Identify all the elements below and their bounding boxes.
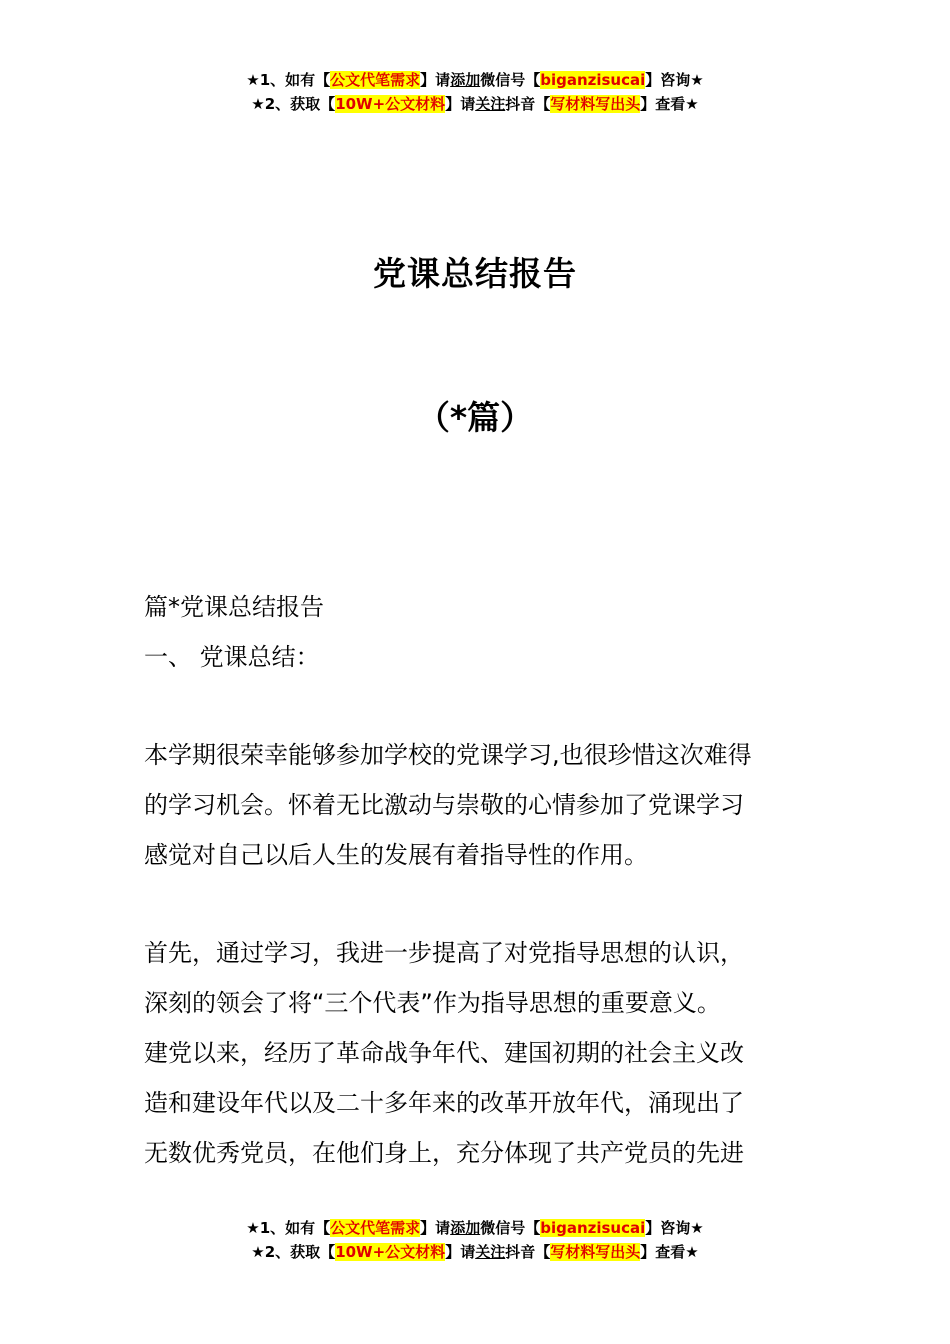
paragraph-line: 建党以来，经历了革命战争年代、建国初期的社会主义改 (144, 1039, 744, 1067)
banner-highlight: biganzisucai (540, 1219, 646, 1237)
document-subtitle: （*篇） (416, 398, 534, 437)
paragraph-2 (144, 928, 809, 1178)
paragraph-1 (144, 730, 809, 880)
banner-text: 】查看★ (640, 95, 699, 113)
section-heading: 一、 党课总结： (144, 643, 320, 671)
banner-text: 抖音【 (505, 95, 551, 113)
banner-text: ★1、如有【 (246, 71, 331, 89)
banner-line-2 (0, 92, 950, 116)
banner-highlight: 10W+公文材料 (335, 95, 446, 113)
banner-text: 微信号【 (480, 1219, 541, 1237)
banner-highlight: 公文代笔需求 (330, 71, 421, 89)
paragraph-line: 深刻的领会了将“三个代表”作为指导思想的重要意义。 (144, 989, 721, 1017)
paragraph-line: 首先，通过学习，我进一步提高了对党指导思想的认识， (144, 939, 744, 967)
banner-emphasis: 关注 (475, 95, 506, 113)
paragraph-line: 造和建设年代以及二十多年来的改革开放年代，涌现出了 (144, 1089, 744, 1117)
banner-text: 】请 (420, 71, 451, 89)
banner-text: ★1、如有【 (246, 1219, 331, 1237)
banner-line-1 (0, 1216, 950, 1240)
banner-text: 微信号【 (480, 71, 541, 89)
section-header (144, 582, 809, 682)
banner-text: ★2、获取【 (251, 1243, 336, 1261)
banner-text: ★2、获取【 (251, 95, 336, 113)
banner-highlight: biganzisucai (540, 71, 646, 89)
banner-highlight: 公文代笔需求 (330, 1219, 421, 1237)
banner-text: 】咨询★ (645, 1219, 704, 1237)
banner-highlight: 写材料写出头 (550, 1243, 641, 1261)
banner-line-2 (0, 1240, 950, 1264)
bottom-banner (0, 1216, 950, 1264)
paragraph-line: 感觉对自己以后人生的发展有着指导性的作用。 (144, 841, 648, 869)
top-banner (0, 68, 950, 116)
banner-text: 】查看★ (640, 1243, 699, 1261)
banner-emphasis: 添加 (450, 71, 481, 89)
banner-line-1 (0, 68, 950, 92)
paragraph-line: 本学期很荣幸能够参加学校的党课学习,也很珍惜这次难得 (144, 741, 752, 769)
document-title: 党课总结报告 (373, 254, 577, 293)
banner-emphasis: 关注 (475, 1243, 506, 1261)
banner-emphasis: 添加 (450, 1219, 481, 1237)
banner-text: 抖音【 (505, 1243, 551, 1261)
banner-highlight: 写材料写出头 (550, 95, 641, 113)
paragraph-line: 无数优秀党员，在他们身上，充分体现了共产党员的先进 (144, 1139, 744, 1167)
section-title: 篇*党课总结报告 (144, 593, 324, 621)
banner-text: 】咨询★ (645, 71, 704, 89)
paragraph-line: 的学习机会。怀着无比激动与崇敬的心情参加了党课学习 (144, 791, 744, 819)
banner-text: 】请 (420, 1219, 451, 1237)
banner-text: 】请 (445, 95, 476, 113)
banner-highlight: 10W+公文材料 (335, 1243, 446, 1261)
banner-text: 】请 (445, 1243, 476, 1261)
